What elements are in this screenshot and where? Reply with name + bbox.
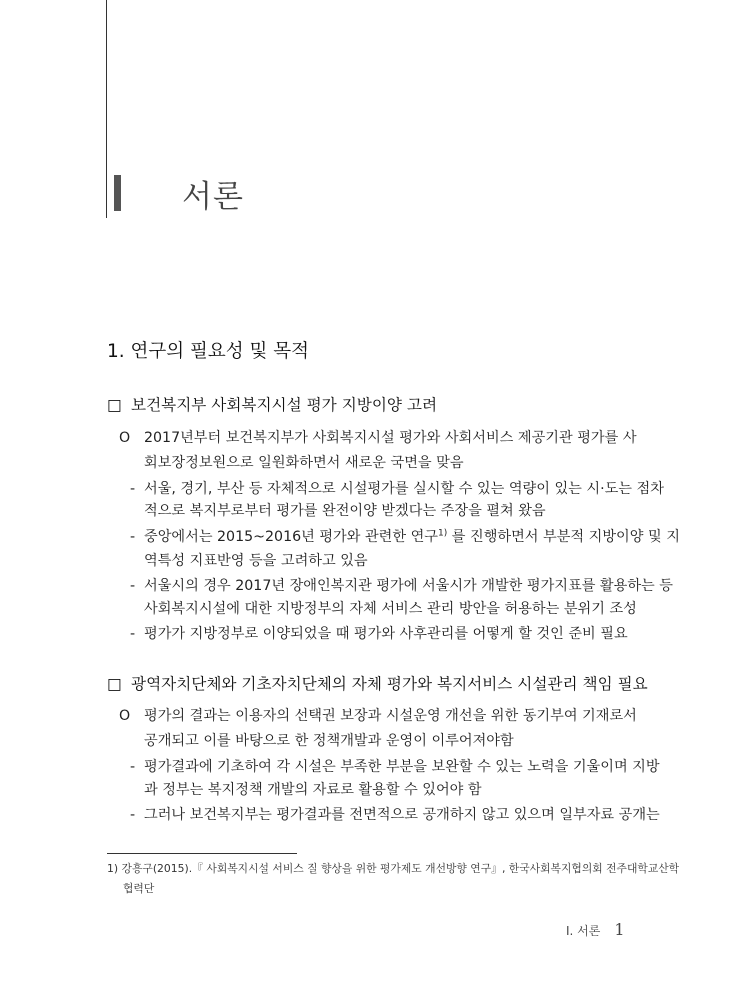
footnote-rule: [107, 853, 297, 854]
page-number: 1: [614, 920, 625, 939]
dash-text: 그러나 보건복지부는 평가결과를 전면적으로 공개하지 않고 있으며 일부자료 공개는: [144, 807, 660, 823]
footnote-reference[interactable]: 1): [438, 528, 448, 539]
page-footer: [566, 920, 625, 939]
dash-item: [130, 624, 628, 644]
dash-bullet-icon: -: [130, 578, 136, 594]
dash-item: [130, 805, 660, 825]
circle-bullet-line: [119, 706, 637, 726]
circle-bullet-icon: O: [119, 708, 131, 724]
dash-text-continued: 를 진행하면서 부분적 지방이양 및 지: [447, 529, 680, 545]
section-title: 1. 연구의 필요성 및 목적: [107, 341, 310, 362]
heading-text: 보건복지부 사회복지시설 평가 지방이양 고려: [131, 396, 438, 414]
chapter-title: 서론: [182, 179, 244, 215]
dash-item: [130, 757, 660, 777]
dash-bullet-icon: -: [130, 759, 136, 775]
footer-chapter-label: Ⅰ. 서론: [566, 924, 601, 938]
box-bullet-icon: □: [107, 396, 122, 414]
circle-continuation-line: 회보장정보원으로 일원화하면서 새로운 국면을 맞음: [144, 455, 464, 471]
block-heading: [107, 395, 437, 415]
dash-bullet-icon: -: [130, 529, 136, 545]
box-bullet-icon: □: [107, 675, 122, 693]
dash-item: [130, 527, 680, 547]
footnote-marker: 1): [107, 862, 119, 875]
chapter-marker-bar: [114, 175, 121, 211]
left-vertical-rule: [106, 0, 107, 218]
heading-text: 광역자치단체와 기초자치단체의 자체 평가와 복지서비스 시설관리 책임 필요: [131, 675, 648, 693]
dash-item: [130, 576, 673, 596]
dash-continuation-line: 과 정부는 복지정책 개발의 자료로 활용할 수 있어야 함: [144, 782, 482, 798]
dash-continuation-line: 적으로 복지부로부터 평가를 완전이양 받겠다는 주장을 펼쳐 왔음: [144, 503, 546, 519]
dash-bullet-icon: -: [130, 626, 136, 642]
circle-text: 평가의 결과는 이용자의 선택권 보장과 시설운영 개선을 위한 동기부여 기재로서: [144, 708, 637, 724]
dash-text: 평가가 지방정부로 이양되었을 때 평가와 사후관리를 어떻게 할 것인 준비 필요: [144, 626, 628, 642]
dash-text: 평가결과에 기초하여 각 시설은 부족한 부분을 보완할 수 있는 노력을 기울이며 지방: [144, 759, 660, 775]
footnote-line: [107, 861, 679, 876]
footnote-continuation: 협력단: [123, 882, 155, 895]
circle-continuation-line: 공개되고 이를 바탕으로 한 정책개발과 운영이 이루어져야함: [144, 733, 514, 749]
dash-text: 중앙에서는 2015~2016년 평가와 관련한 연구: [144, 529, 439, 545]
dash-continuation-line: 역특성 지표반영 등을 고려하고 있음: [144, 553, 368, 569]
circle-text: 2017년부터 보건복지부가 사회복지시설 평가와 사회서비스 제공기관 평가를 사: [144, 430, 637, 446]
footnote-text: 강흥구(2015).『 사회복지시설 서비스 질 향상을 위한 평가제도 개선방향 연구』, 한국사회복지협의회 전주대학교산학: [121, 862, 680, 875]
block-heading: [107, 674, 648, 694]
dash-continuation-line: 사회복지시설에 대한 지방정부의 자체 서비스 관리 방안을 허용하는 분위기 조성: [144, 601, 637, 617]
circle-bullet-line: [119, 428, 637, 448]
dash-bullet-icon: -: [130, 481, 136, 497]
circle-bullet-icon: O: [119, 430, 131, 446]
dash-text: 서울, 경기, 부산 등 자체적으로 시설평가를 실시할 수 있는 역량이 있는 시·도는 점차: [144, 481, 664, 497]
dash-text: 서울시의 경우 2017년 장애인복지관 평가에 서울시가 개발한 평가지표를 활용하는 등: [144, 578, 673, 594]
dash-bullet-icon: -: [130, 807, 136, 823]
dash-item: [130, 479, 664, 499]
